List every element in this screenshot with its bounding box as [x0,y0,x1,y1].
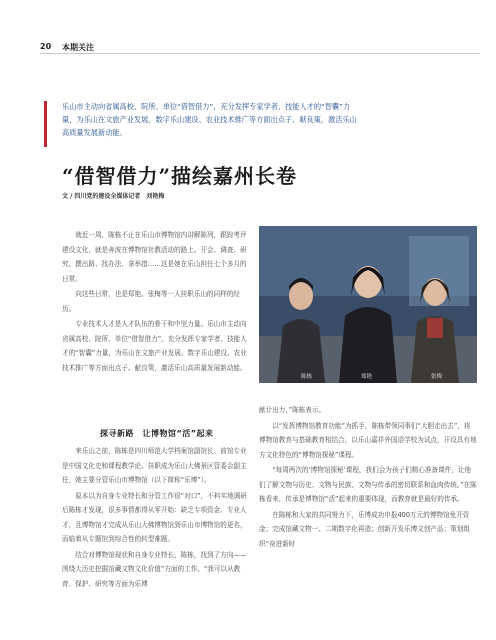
section-title: 本期关注 [62,43,94,52]
paragraph: 就近一周，陈栋不止在乐山市博物馆内讲解陈列，跟踪考评建设文化，就是奔波在博物馆社教活动的路上。开会、调查、研究、撰出路、找办法、拿举措……这是她在乐山担任七个多月的日常。 [62,231,247,283]
article-title: “借智借力”描绘嘉州长卷 [62,164,298,188]
photo-caption-center: 郑艳 [361,374,373,380]
subheading: 探寻新路 让博物馆“活”起来 [100,429,214,438]
paragraph: “每周两次的‘博物馆探秘’课程，我们会为孩子们精心准备课件，让他们了解文物与历史、文物与民族、文物与传承的密切联系和血肉传统。”在陈栋看来，传承是博物馆“活”起来的重要体现，而教育就是最好的传承。 [259,466,477,503]
paragraph: 专业技术人才是人才队伍的骨干和中坚力量。乐山市主动向省属高校、院所、单位“借智借力”，充分发挥专家学者、技能人才的“智囊”力量，为乐山在文旅产业发展、数字乐山建设、农业技术推广等方面出点子、献良策，激活乐山高质量发展新动能。 [62,320,247,372]
column-2 [62,444,250,592]
paragraph: 结合对博物馆现状和自身专业特长，陈栋，找到了方向——围绕大历史挖掘馆藏文物文化价值”方面的工作。“我可以从教育、保护、研究等方面为乐博 [62,550,247,588]
header-rule [40,53,480,54]
paragraph: 献计出力，”陈栋表示。 [259,406,326,414]
paragraph: 来乐山之前，陈栋是四川师范大学档案馆副馆长、前馆专业是中国文化史和课程教学论。挂职成为乐山大佛景区管委会副主任，她主要分管乐山市博物馆（以下简称“乐博”）。 [62,447,247,484]
paragraph: 原本以为自身专业特长和分管工作很“对口”，不料实地调研后陈栋才发现，很多事情都得从零开始：缺乏专项资金、专业人才，且博物馆才完成从乐山大佛博物馆到乐山市博物馆的更名，而临着从专题馆到综合性的转型难题。 [62,491,247,543]
byline: 文 / 四川党的建设全媒体记者 刘艳梅 [62,193,165,200]
photo-illustration [259,226,477,383]
lead-accent-bar [44,101,47,147]
column-3 [259,403,477,552]
photo-caption-right: 张梅 [431,374,443,380]
page-number: 20 [40,42,52,51]
paragraph: 向这些日常，也是郑艳、张梅等一人挂职乐山的同样的经历。 [62,290,241,313]
photo-three-people [259,226,477,383]
paragraph: 以“发挥博物馆教育功能”为抓手，陈栋带领同事们“大胆走出去”，将博物馆教育与基础教育相结合，以乐山嘉祥外国语学校为试点，开设具有地方文化特色的“博物馆探秘”课程。 [259,421,477,459]
paragraph: 在陈栋和大家的共同努力下，乐博成功申报400万元的博物馆免开资金；完成馆藏文物一、二期数字化再造；创新开发乐博文创产品；策划组织“奋进新时 [259,510,470,548]
photo-caption-left: 陈栋 [301,374,313,380]
column-1 [62,228,250,376]
lead-paragraph: 乐山市主动向省属高校、院所、单位“借智借力”，充分发挥专家学者、技能人才的“智囊”力量，为乐山在文旅产业发展、数字乐山建设、农业技术推广等方面出点子、献良策，激活乐山高质量发展新动能。 [62,102,357,137]
